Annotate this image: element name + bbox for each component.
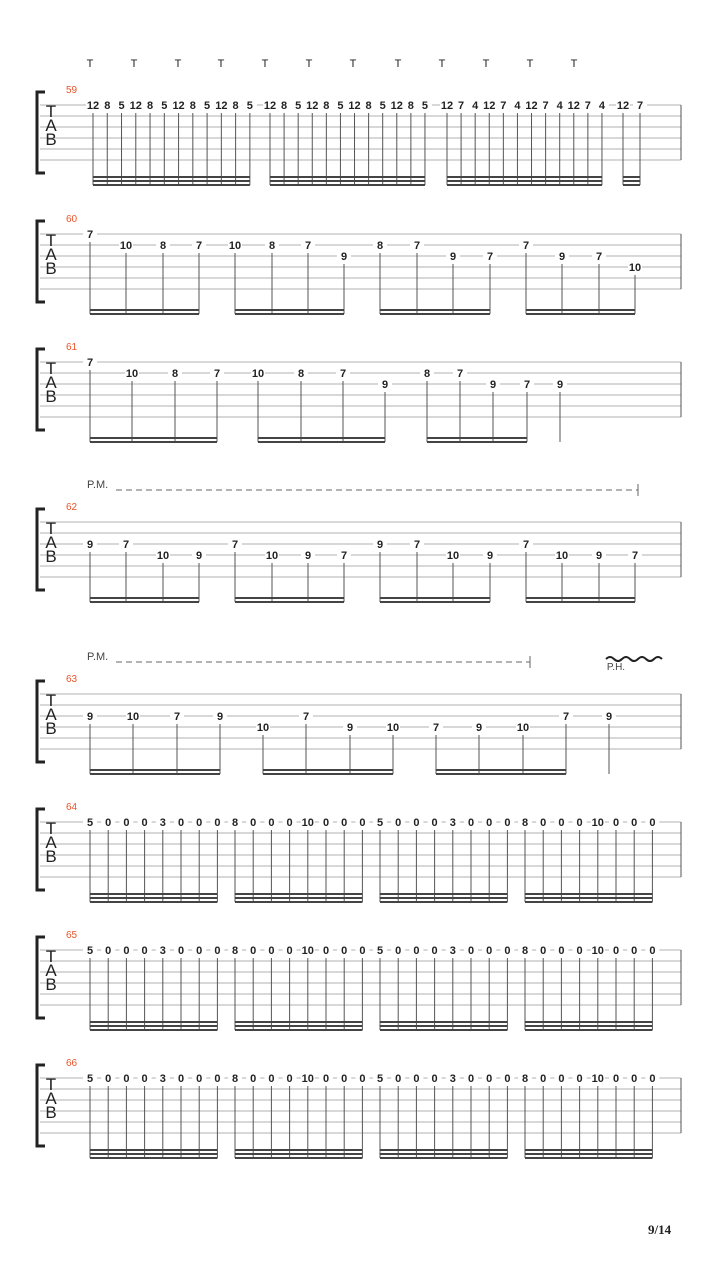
tab-system xyxy=(37,479,681,602)
fret-number: 7 xyxy=(122,539,130,551)
fret-number: 0 xyxy=(141,817,148,829)
fret-number: 12 xyxy=(263,100,277,112)
fret-number: 9 xyxy=(216,711,224,723)
fret-number: 5 xyxy=(246,100,253,112)
fret-number: 5 xyxy=(376,817,384,829)
fret-number: 10 xyxy=(386,722,400,734)
tab-clef-letter: A xyxy=(45,533,57,552)
fret-number: 12 xyxy=(616,100,630,112)
fret-number: 0 xyxy=(286,945,293,957)
fret-number: 9 xyxy=(475,722,483,734)
fret-number: 12 xyxy=(306,100,319,112)
fret-number: 0 xyxy=(576,945,583,957)
tab-system xyxy=(37,930,681,1030)
fret-number: 0 xyxy=(268,1073,275,1085)
fret-number: 8 xyxy=(159,240,167,252)
fret-number: 8 xyxy=(231,817,239,829)
tab-clef-letter: B xyxy=(45,847,57,866)
fret-number: 9 xyxy=(558,251,566,263)
fret-number: 0 xyxy=(341,1073,348,1085)
fret-number: 0 xyxy=(286,1073,293,1085)
fret-number: 9 xyxy=(449,251,457,263)
fret-number: 8 xyxy=(323,100,330,112)
fret-number: 0 xyxy=(359,817,366,829)
fret-number: 5 xyxy=(376,945,384,957)
tap-mark: T xyxy=(217,58,225,70)
fret-number: 7 xyxy=(86,357,94,369)
fret-number: 8 xyxy=(146,100,154,112)
fret-number: 8 xyxy=(365,100,372,112)
fret-number: 10 xyxy=(301,1073,314,1085)
fret-number: 0 xyxy=(649,817,656,829)
tab-clef-letter: A xyxy=(45,245,57,264)
fret-number: 12 xyxy=(86,100,100,112)
system-bracket xyxy=(37,221,45,302)
fret-number: 0 xyxy=(105,945,112,957)
fret-number: 8 xyxy=(171,368,179,380)
fret-number: 9 xyxy=(346,722,354,734)
measure-number: 61 xyxy=(66,342,78,353)
fret-number: 3 xyxy=(159,945,166,957)
fret-number: 0 xyxy=(177,1073,185,1085)
fret-number: 0 xyxy=(540,1073,547,1085)
fret-number: 8 xyxy=(231,1073,239,1085)
fret-number: 0 xyxy=(105,1073,112,1085)
page-number: 9/14 xyxy=(648,1222,672,1237)
fret-number: 9 xyxy=(605,711,613,723)
fret-number: 0 xyxy=(504,1073,511,1085)
tab-clef-letter: T xyxy=(45,947,57,966)
fret-number: 0 xyxy=(268,817,275,829)
tab-clef-letter: B xyxy=(45,975,57,994)
fret-number: 0 xyxy=(431,817,438,829)
fret-number: 0 xyxy=(558,817,565,829)
fret-number: 12 xyxy=(567,100,580,112)
fret-number: 7 xyxy=(500,100,507,112)
fret-number: 7 xyxy=(413,539,421,551)
tab-clef-letter: T xyxy=(45,819,57,838)
fret-number: 0 xyxy=(540,945,547,957)
system-bracket xyxy=(37,509,45,590)
fret-number: 5 xyxy=(379,100,386,112)
fret-number: 10 xyxy=(591,1073,604,1085)
fret-number: 9 xyxy=(340,251,348,263)
fret-number: 0 xyxy=(467,945,475,957)
fret-number: 9 xyxy=(195,550,203,562)
tap-mark: T xyxy=(305,58,313,70)
fret-number: 5 xyxy=(86,1073,94,1085)
fret-number: 5 xyxy=(118,100,125,112)
fret-number: 7 xyxy=(432,722,440,734)
fret-number: 7 xyxy=(636,100,644,112)
fret-number: 9 xyxy=(86,711,94,723)
fret-number: 8 xyxy=(423,368,431,380)
fret-number: 10 xyxy=(125,368,139,380)
fret-number: 0 xyxy=(576,817,583,829)
fret-number: 9 xyxy=(486,550,494,562)
fret-number: 0 xyxy=(286,817,293,829)
fret-number: 10 xyxy=(251,368,265,380)
fret-number: 4 xyxy=(514,100,521,112)
fret-number: 7 xyxy=(86,229,94,241)
fret-number: 0 xyxy=(413,1073,420,1085)
fret-number: 7 xyxy=(339,368,347,380)
fret-number: 7 xyxy=(631,550,639,562)
system-bracket xyxy=(37,809,45,890)
tab-clef-letter: B xyxy=(45,387,57,406)
tab-clef-letter: A xyxy=(45,961,57,980)
fret-number: 0 xyxy=(612,945,620,957)
fret-number: 9 xyxy=(595,550,603,562)
fret-number: 0 xyxy=(431,1073,438,1085)
fret-number: 4 xyxy=(598,100,606,112)
fret-number: 3 xyxy=(449,1073,456,1085)
tab-system xyxy=(37,651,681,774)
fret-number: 8 xyxy=(232,100,239,112)
fret-number: 9 xyxy=(556,379,564,391)
fret-number: 5 xyxy=(161,100,168,112)
measure-number: 62 xyxy=(66,502,78,513)
measure-number: 60 xyxy=(66,214,78,225)
fret-number: 3 xyxy=(159,817,166,829)
fret-number: 5 xyxy=(421,100,429,112)
fret-number: 9 xyxy=(304,550,312,562)
tab-clef-letter: A xyxy=(45,1089,57,1108)
fret-number: 0 xyxy=(467,817,475,829)
fret-number: 12 xyxy=(390,100,403,112)
fret-number: 0 xyxy=(359,945,366,957)
fret-number: 7 xyxy=(302,711,310,723)
fret-number: 8 xyxy=(376,240,384,252)
fret-number: 10 xyxy=(126,711,140,723)
fret-number: 0 xyxy=(467,1073,475,1085)
tap-mark: T xyxy=(174,58,182,70)
tab-clef-letter: A xyxy=(45,116,57,135)
fret-number: 7 xyxy=(231,539,239,551)
measure-number: 63 xyxy=(66,674,78,685)
fret-number: 0 xyxy=(504,945,511,957)
tab-clef-letter: T xyxy=(45,519,57,538)
fret-number: 12 xyxy=(440,100,454,112)
fret-number: 0 xyxy=(177,817,185,829)
fret-number: 0 xyxy=(486,945,493,957)
fret-number: 0 xyxy=(631,1073,638,1085)
system-bracket xyxy=(37,1065,45,1146)
fret-number: 0 xyxy=(341,817,348,829)
fret-number: 8 xyxy=(104,100,111,112)
tab-clef-letter: B xyxy=(45,259,57,278)
fret-number: 0 xyxy=(196,817,203,829)
tab-clef-letter: B xyxy=(45,130,57,149)
fret-number: 0 xyxy=(123,945,130,957)
fret-number: 10 xyxy=(119,240,133,252)
harmonic-label: P.H. xyxy=(606,662,626,673)
fret-number: 8 xyxy=(521,945,529,957)
tab-clef-letter: T xyxy=(45,231,57,250)
fret-number: 0 xyxy=(649,945,656,957)
fret-number: 7 xyxy=(542,100,549,112)
tab-clef-letter: B xyxy=(45,547,57,566)
fret-number: 7 xyxy=(213,368,221,380)
fret-number: 0 xyxy=(322,817,330,829)
tab-clef-letter: T xyxy=(45,1075,57,1094)
fret-number: 12 xyxy=(172,100,185,112)
fret-number: 5 xyxy=(337,100,344,112)
fret-number: 7 xyxy=(562,711,570,723)
fret-number: 0 xyxy=(631,817,638,829)
fret-number: 5 xyxy=(86,817,94,829)
fret-number: 0 xyxy=(649,1073,656,1085)
fret-number: 3 xyxy=(159,1073,166,1085)
measure-number: 66 xyxy=(66,1058,78,1069)
tab-system xyxy=(37,342,681,442)
fret-number: 12 xyxy=(215,100,228,112)
fret-number: 7 xyxy=(486,251,494,263)
fret-number: 7 xyxy=(304,240,312,252)
fret-number: 0 xyxy=(413,945,420,957)
fret-number: 0 xyxy=(359,1073,366,1085)
fret-number: 0 xyxy=(612,817,620,829)
fret-number: 9 xyxy=(376,539,384,551)
fret-number: 7 xyxy=(456,368,464,380)
fret-number: 5 xyxy=(204,100,211,112)
fret-number: 12 xyxy=(129,100,142,112)
fret-number: 7 xyxy=(413,240,421,252)
tap-mark: T xyxy=(130,58,138,70)
fret-number: 0 xyxy=(395,945,402,957)
measure-number: 65 xyxy=(66,930,78,941)
fret-number: 8 xyxy=(521,817,529,829)
fret-number: 0 xyxy=(123,1073,130,1085)
fret-number: 0 xyxy=(395,1073,402,1085)
fret-number: 0 xyxy=(177,945,185,957)
fret-number: 8 xyxy=(231,945,239,957)
harmonic-wave xyxy=(606,657,662,661)
tap-mark: T xyxy=(570,58,578,70)
fret-number: 9 xyxy=(489,379,497,391)
fret-number: 0 xyxy=(486,817,493,829)
fret-number: 7 xyxy=(584,100,591,112)
tab-system xyxy=(37,214,681,314)
fret-number: 5 xyxy=(295,100,302,112)
tab-system xyxy=(37,1058,681,1158)
tab-system xyxy=(37,85,681,185)
palm-mute-label: P.M. xyxy=(87,479,109,491)
fret-number: 12 xyxy=(525,100,538,112)
tab-clef-letter: T xyxy=(45,691,57,710)
system-bracket xyxy=(37,937,45,1018)
fret-number: 7 xyxy=(595,251,603,263)
fret-number: 3 xyxy=(449,817,456,829)
fret-number: 7 xyxy=(173,711,181,723)
fret-number: 7 xyxy=(195,240,203,252)
fret-number: 0 xyxy=(612,1073,620,1085)
fret-number: 9 xyxy=(86,539,94,551)
fret-number: 10 xyxy=(591,945,604,957)
tab-system xyxy=(37,802,681,902)
fret-number: 7 xyxy=(523,379,531,391)
fret-number: 0 xyxy=(631,945,638,957)
tab-clef-letter: A xyxy=(45,833,57,852)
fret-number: 0 xyxy=(558,945,565,957)
fret-number: 5 xyxy=(376,1073,384,1085)
fret-number: 0 xyxy=(123,817,130,829)
fret-number: 4 xyxy=(556,100,563,112)
fret-number: 0 xyxy=(268,945,275,957)
fret-number: 0 xyxy=(214,817,221,829)
tap-mark: T xyxy=(526,58,534,70)
palm-mute-label: P.M. xyxy=(87,651,109,663)
tap-mark: T xyxy=(261,58,269,70)
tab-clef-letter: T xyxy=(45,359,57,378)
fret-number: 0 xyxy=(214,945,221,957)
fret-number: 0 xyxy=(395,817,402,829)
fret-number: 10 xyxy=(265,550,279,562)
fret-number: 0 xyxy=(250,945,257,957)
fret-number: 4 xyxy=(472,100,479,112)
tab-clef-letter: B xyxy=(45,1103,57,1122)
fret-number: 0 xyxy=(141,1073,148,1085)
fret-number: 10 xyxy=(446,550,460,562)
fret-number: 0 xyxy=(341,945,348,957)
fret-number: 10 xyxy=(228,240,242,252)
fret-number: 0 xyxy=(322,945,330,957)
fret-number: 8 xyxy=(297,368,305,380)
tap-mark: T xyxy=(438,58,446,70)
fret-number: 10 xyxy=(301,817,314,829)
fret-number: 8 xyxy=(268,240,276,252)
fret-number: 0 xyxy=(322,1073,330,1085)
tap-mark: T xyxy=(86,58,94,70)
fret-number: 10 xyxy=(591,817,604,829)
fret-number: 7 xyxy=(522,240,530,252)
fret-number: 0 xyxy=(196,1073,203,1085)
fret-number: 5 xyxy=(86,945,94,957)
fret-number: 0 xyxy=(431,945,438,957)
fret-number: 3 xyxy=(449,945,456,957)
fret-number: 8 xyxy=(407,100,414,112)
system-bracket xyxy=(37,681,45,762)
fret-number: 0 xyxy=(214,1073,221,1085)
fret-number: 7 xyxy=(458,100,465,112)
fret-number: 12 xyxy=(483,100,496,112)
fret-number: 0 xyxy=(141,945,148,957)
fret-number: 8 xyxy=(521,1073,529,1085)
tab-clef-letter: B xyxy=(45,719,57,738)
fret-number: 0 xyxy=(486,1073,493,1085)
fret-number: 0 xyxy=(504,817,511,829)
fret-number: 10 xyxy=(256,722,270,734)
fret-number: 0 xyxy=(413,817,420,829)
fret-number: 10 xyxy=(555,550,569,562)
fret-number: 12 xyxy=(348,100,361,112)
tap-mark: T xyxy=(482,58,490,70)
measure-number: 64 xyxy=(66,802,78,813)
fret-number: 10 xyxy=(156,550,170,562)
fret-number: 0 xyxy=(250,817,257,829)
fret-number: 0 xyxy=(540,817,547,829)
fret-number: 7 xyxy=(340,550,348,562)
fret-number: 0 xyxy=(250,1073,257,1085)
fret-number: 10 xyxy=(628,262,642,274)
fret-number: 9 xyxy=(381,379,389,391)
tap-mark: T xyxy=(394,58,402,70)
fret-number: 8 xyxy=(281,100,288,112)
system-bracket xyxy=(37,92,45,173)
fret-number: 8 xyxy=(189,100,196,112)
tab-clef-letter: A xyxy=(45,705,57,724)
tap-mark: T xyxy=(349,58,357,70)
fret-number: 0 xyxy=(576,1073,583,1085)
fret-number: 0 xyxy=(558,1073,565,1085)
fret-number: 0 xyxy=(105,817,112,829)
fret-number: 10 xyxy=(301,945,314,957)
system-bracket xyxy=(37,349,45,430)
fret-number: 7 xyxy=(522,539,530,551)
fret-number: 10 xyxy=(516,722,530,734)
fret-number: 0 xyxy=(196,945,203,957)
tab-clef-letter: A xyxy=(45,373,57,392)
measure-number: 59 xyxy=(66,85,78,96)
tab-clef-letter: T xyxy=(45,102,57,121)
